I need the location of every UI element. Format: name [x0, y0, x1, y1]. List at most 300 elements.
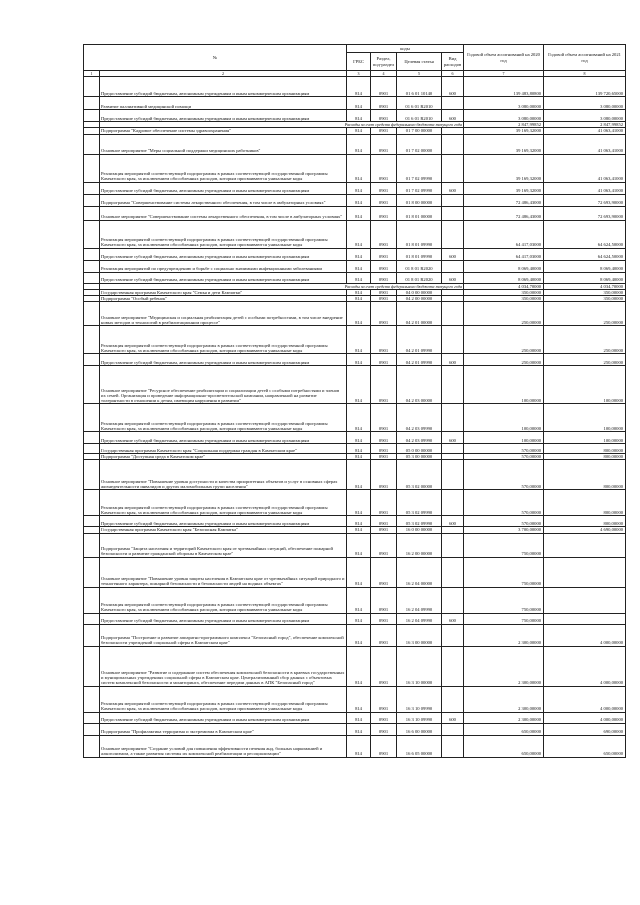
- row-target-cell: 05 3 02 00000: [397, 460, 442, 490]
- row-grbs-cell: 814: [347, 366, 371, 404]
- row-number-cell: [84, 533, 100, 557]
- row-volume-2020-cell: 8 069,40000: [464, 272, 544, 283]
- table-row: [84, 366, 626, 404]
- row-section-cell: 0901: [371, 646, 397, 686]
- row-volume-2020-cell: 570,00000: [464, 444, 544, 454]
- table-row: [84, 354, 626, 366]
- row-volume-2021-cell: 139 720,65000: [544, 77, 626, 97]
- header-volume-2021: Годовой объем ассигнований на 2021 год: [544, 45, 626, 71]
- row-target-cell: 16 6 05 00000: [397, 735, 442, 757]
- row-exp-type-cell: [442, 366, 464, 404]
- row-volume-2021-cell: 8 069,40000: [544, 272, 626, 283]
- row-name-cell: Реализация мероприятий соответствующей подпрограммы в рамках соответствующей государственной программы Камчатского края, за исключением обособленных расходов, которым присваиваются уникальные коды: [100, 490, 347, 516]
- row-section-cell: 0901: [371, 154, 397, 182]
- row-name-cell: Предоставление субсидий бюджетным, автономным учреждениям и иным некоммерческим организациям: [100, 248, 347, 260]
- row-exp-type-cell: [442, 444, 464, 454]
- table-row: [84, 444, 626, 454]
- row-note-cell: Расходы за счет средств федерального бюджета текущего года: [100, 122, 464, 128]
- row-section-cell: 0901: [371, 206, 397, 220]
- row-section-cell: 0901: [371, 444, 397, 454]
- row-exp-type-cell: [442, 404, 464, 432]
- table-row: [84, 686, 626, 712]
- row-volume-2021-cell: 250,00000: [544, 326, 626, 354]
- row-number-cell: [84, 460, 100, 490]
- row-section-cell: 0901: [371, 533, 397, 557]
- row-section-cell: 0901: [371, 110, 397, 122]
- row-grbs-cell: 814: [347, 206, 371, 220]
- row-exp-type-cell: [442, 206, 464, 220]
- row-section-cell: 0901: [371, 260, 397, 272]
- table-row: [84, 516, 626, 527]
- table-body: [84, 77, 626, 757]
- row-section-cell: 0901: [371, 77, 397, 97]
- row-volume-2021-cell: 800,00000: [544, 460, 626, 490]
- row-volume-2020-cell: 2 300,00000: [464, 624, 544, 646]
- row-volume-2020-cell: 64 417,03000: [464, 220, 544, 248]
- row-volume-2020-cell: 250,00000: [464, 326, 544, 354]
- table-row: [84, 97, 626, 110]
- row-number-cell: [84, 712, 100, 723]
- row-grbs-cell: 814: [347, 272, 371, 283]
- row-section-cell: 0901: [371, 194, 397, 206]
- row-volume-2021-cell: 72 693,90000: [544, 206, 626, 220]
- row-volume-2020-cell: 570,00000: [464, 460, 544, 490]
- row-name-cell: Государственная программа Камчатского края "Семья и дети Камчатки": [100, 289, 347, 295]
- row-volume-2020-cell: 39 169,32000: [464, 154, 544, 182]
- row-target-cell: 01 8 00 00000: [397, 194, 442, 206]
- row-name-cell: Предоставление субсидий бюджетным, автономным учреждениям и иным некоммерческим организациям: [100, 182, 347, 194]
- row-target-cell: 01 6 01 R2010: [397, 110, 442, 122]
- row-target-cell: 16 3 10 09990: [397, 712, 442, 723]
- row-exp-type-cell: [442, 646, 464, 686]
- row-section-cell: 0901: [371, 296, 397, 302]
- row-volume-2021-cell: [544, 587, 626, 613]
- row-name-cell: Предоставление субсидий бюджетным, автономным учреждениям и иным некоммерческим организациям: [100, 354, 347, 366]
- row-exp-type-cell: 600: [442, 110, 464, 122]
- row-name-cell: Основное мероприятие "Ресурсное обеспечение реабилитации и социализации детей с особыми потребностями и членов их семей. Организация и проведение информационно-просветительской кампании, направленной на развитие толерантности в отношении к детям, имеющим нарушения в развитии": [100, 366, 347, 404]
- row-exp-type-cell: [442, 735, 464, 757]
- row-number-cell: [84, 206, 100, 220]
- row-grbs-cell: 814: [347, 110, 371, 122]
- table-row: [84, 154, 626, 182]
- row-section-cell: 0901: [371, 686, 397, 712]
- row-name-cell: Реализация мероприятий соответствующей подпрограммы в рамках соответствующей государственной программы Камчатского края, за исключением обособленных расходов, которым присваиваются уникальные коды: [100, 154, 347, 182]
- header-target: Целевая статья: [397, 53, 442, 71]
- row-exp-type-cell: 600: [442, 77, 464, 97]
- row-exp-type-cell: [442, 134, 464, 154]
- row-section-cell: 0901: [371, 326, 397, 354]
- row-volume-2020-cell: 650,00000: [464, 735, 544, 757]
- row-target-cell: 01 7 00 00000: [397, 128, 442, 134]
- row-target-cell: 04 0 00 00000: [397, 289, 442, 295]
- row-number-cell: [84, 97, 100, 110]
- row-section-cell: 0901: [371, 557, 397, 587]
- row-volume-2021-cell: 3 080,00000: [544, 97, 626, 110]
- row-volume-2020-cell: 2 300,00000: [464, 686, 544, 712]
- row-section-cell: 0901: [371, 289, 397, 295]
- row-exp-type-cell: [442, 533, 464, 557]
- row-section-cell: 0901: [371, 613, 397, 624]
- row-exp-type-cell: [442, 587, 464, 613]
- row-number-cell: [84, 326, 100, 354]
- row-volume-2021-cell: 4 000,00000: [544, 712, 626, 723]
- row-volume-2020-cell: 39 169,32000: [464, 134, 544, 154]
- row-name-cell: Реализация мероприятий соответствующей подпрограммы в рамках соответствующей государственной программы Камчатского края, за исключением обособленных расходов, которым присваиваются уникальные коды: [100, 326, 347, 354]
- row-number-cell: [84, 516, 100, 527]
- row-grbs-cell: 814: [347, 460, 371, 490]
- row-volume-2021-cell: 2 847,99852: [544, 122, 626, 128]
- row-target-cell: 01 8 01 00000: [397, 206, 442, 220]
- row-section-cell: 0901: [371, 182, 397, 194]
- row-number-cell: [84, 624, 100, 646]
- table-row: [84, 248, 626, 260]
- row-target-cell: 04 2 01 09990: [397, 326, 442, 354]
- row-volume-2020-cell: 3 080,00000: [464, 97, 544, 110]
- row-target-cell: 05 3 00 00000: [397, 454, 442, 460]
- row-volume-2020-cell: 570,00000: [464, 454, 544, 460]
- row-volume-2021-cell: 4 690,00000: [544, 527, 626, 533]
- row-target-cell: 01 8 01 R2020: [397, 260, 442, 272]
- row-target-cell: 05 0 00 00000: [397, 444, 442, 454]
- table-row: [84, 712, 626, 723]
- row-target-cell: 04 2 01 00000: [397, 302, 442, 326]
- row-volume-2021-cell: [544, 613, 626, 624]
- row-name-cell: Государственная программа Камчатского края "Социальная поддержка граждан в Камчатском крае": [100, 444, 347, 454]
- row-number-cell: [84, 220, 100, 248]
- row-grbs-cell: 814: [347, 354, 371, 366]
- row-target-cell: 04 2 01 09990: [397, 354, 442, 366]
- table-row: [84, 77, 626, 97]
- row-name-cell: Предоставление субсидий бюджетным, автономным учреждениям и иным некоммерческим организациям: [100, 77, 347, 97]
- row-target-cell: 16 2 04 09990: [397, 613, 442, 624]
- row-grbs-cell: 814: [347, 97, 371, 110]
- row-target-cell: 05 3 02 09990: [397, 516, 442, 527]
- row-grbs-cell: 814: [347, 248, 371, 260]
- table-row: [84, 134, 626, 154]
- row-number-cell: [84, 77, 100, 97]
- table-row: [84, 404, 626, 432]
- row-exp-type-cell: 600: [442, 432, 464, 444]
- row-volume-2020-cell: 650,00000: [464, 723, 544, 735]
- row-volume-2021-cell: 350,00000: [544, 296, 626, 302]
- row-grbs-cell: 814: [347, 533, 371, 557]
- row-name-cell: Предоставление субсидий бюджетным, автономным учреждениям и иным некоммерческим организациям: [100, 516, 347, 527]
- row-target-cell: 16 6 00 00000: [397, 723, 442, 735]
- row-volume-2020-cell: 2 847,99852: [464, 122, 544, 128]
- row-target-cell: 01 7 02 09990: [397, 154, 442, 182]
- row-target-cell: 01 6 01 10140: [397, 77, 442, 97]
- row-number-cell: [84, 366, 100, 404]
- row-name-cell: Подпрограмма "Особый ребенок": [100, 296, 347, 302]
- row-volume-2020-cell: 64 417,03000: [464, 248, 544, 260]
- row-grbs-cell: 814: [347, 613, 371, 624]
- row-exp-type-cell: [442, 557, 464, 587]
- row-grbs-cell: 814: [347, 735, 371, 757]
- row-name-cell: Подпрограмма "Совершенствование системы лекарственного обеспечения, в том числе в амбулаторных условиях": [100, 194, 347, 206]
- column-index-cell: 8: [544, 71, 626, 77]
- row-exp-type-cell: [442, 686, 464, 712]
- row-volume-2020-cell: 100,00000: [464, 432, 544, 444]
- row-section-cell: 0901: [371, 354, 397, 366]
- table-row: [84, 432, 626, 444]
- row-volume-2020-cell: 250,00000: [464, 302, 544, 326]
- row-exp-type-cell: [442, 326, 464, 354]
- row-name-cell: Подпрограмма "Построение и развитие аппаратно-программного комплекса "Безопасный город", обеспечение комплексной безопасности учреждений социальной сферы в Камчатском крае": [100, 624, 347, 646]
- row-section-cell: 0901: [371, 248, 397, 260]
- row-volume-2021-cell: 41 063,41000: [544, 134, 626, 154]
- table-row: [84, 490, 626, 516]
- row-volume-2021-cell: 100,00000: [544, 366, 626, 404]
- row-number-cell: [84, 260, 100, 272]
- row-section-cell: 0901: [371, 432, 397, 444]
- row-volume-2020-cell: 2 300,00000: [464, 646, 544, 686]
- row-section-cell: 0901: [371, 366, 397, 404]
- row-grbs-cell: 814: [347, 302, 371, 326]
- row-number-cell: [84, 490, 100, 516]
- row-name-cell: Реализация мероприятий по предупреждению и борьбе с социально значимыми инфекционными заболеваниями: [100, 260, 347, 272]
- row-grbs-cell: 814: [347, 686, 371, 712]
- row-volume-2021-cell: 800,00000: [544, 454, 626, 460]
- row-volume-2021-cell: 100,00000: [544, 432, 626, 444]
- row-volume-2021-cell: 100,00000: [544, 404, 626, 432]
- row-target-cell: 16 3 00 00000: [397, 624, 442, 646]
- row-target-cell: 01 7 02 00000: [397, 134, 442, 154]
- row-name-cell: Основное мероприятие "Совершенствование системы лекарственного обеспечения, в том числе в амбулаторных условиях": [100, 206, 347, 220]
- table-row: [84, 260, 626, 272]
- row-target-cell: 16 2 00 00000: [397, 533, 442, 557]
- row-name-cell: Предоставление субсидий бюджетным, автономным учреждениям и иным некоммерческим организациям: [100, 110, 347, 122]
- row-grbs-cell: 814: [347, 454, 371, 460]
- row-section-cell: 0901: [371, 220, 397, 248]
- row-volume-2021-cell: 250,00000: [544, 354, 626, 366]
- row-volume-2021-cell: [544, 557, 626, 587]
- row-grbs-cell: 814: [347, 296, 371, 302]
- table-row: [84, 302, 626, 326]
- table-row: [84, 220, 626, 248]
- row-exp-type-cell: [442, 154, 464, 182]
- row-volume-2021-cell: 800,00000: [544, 490, 626, 516]
- table-row: [84, 723, 626, 735]
- row-volume-2021-cell: 64 624,50000: [544, 220, 626, 248]
- row-volume-2020-cell: 8 069,40000: [464, 260, 544, 272]
- row-grbs-cell: 814: [347, 712, 371, 723]
- row-number-cell: [84, 182, 100, 194]
- row-volume-2021-cell: 650,00000: [544, 735, 626, 757]
- row-volume-2020-cell: 350,00000: [464, 296, 544, 302]
- row-section-cell: 0901: [371, 404, 397, 432]
- row-volume-2020-cell: 750,00000: [464, 533, 544, 557]
- row-volume-2020-cell: 72 486,43000: [464, 194, 544, 206]
- table-row: [84, 326, 626, 354]
- row-volume-2020-cell: 570,00000: [464, 516, 544, 527]
- row-target-cell: 01 8 01 09990: [397, 220, 442, 248]
- row-volume-2021-cell: 4 034,70000: [544, 283, 626, 289]
- row-exp-type-cell: [442, 97, 464, 110]
- row-name-cell: Основное мероприятие "Создание условий для повышения эффективности печения анд, больных наркоманией и алкоголизмом, а также развития системы их комплексной реабилитации и ресоциализации": [100, 735, 347, 757]
- row-number-cell: [84, 110, 100, 122]
- row-volume-2021-cell: 4 000,00000: [544, 686, 626, 712]
- row-grbs-cell: 814: [347, 77, 371, 97]
- row-volume-2021-cell: 3 080,00000: [544, 110, 626, 122]
- row-exp-type-cell: 600: [442, 516, 464, 527]
- row-exp-type-cell: [442, 220, 464, 248]
- column-index-cell: 3: [347, 71, 371, 77]
- row-name-cell: Подпрограмма "Доступная среда в Камчатском крае": [100, 454, 347, 460]
- row-volume-2021-cell: 64 624,50000: [544, 248, 626, 260]
- row-volume-2020-cell: 2 300,00000: [464, 712, 544, 723]
- row-volume-2020-cell: 750,00000: [464, 557, 544, 587]
- row-exp-type-cell: [442, 490, 464, 516]
- row-volume-2020-cell: 3 700,00000: [464, 527, 544, 533]
- row-exp-type-cell: 600: [442, 613, 464, 624]
- row-section-cell: 0901: [371, 527, 397, 533]
- row-volume-2021-cell: 41 063,41000: [544, 128, 626, 134]
- row-grbs-cell: 814: [347, 723, 371, 735]
- row-name-cell: Основное мероприятие "Меры социальной поддержки медицинских работников": [100, 134, 347, 154]
- row-name-cell: Подпрограмма "Профилактика терроризма и экстремизма в Камчатском крае": [100, 723, 347, 735]
- row-volume-2021-cell: [544, 533, 626, 557]
- column-index-cell: 2: [100, 71, 347, 77]
- row-section-cell: 0901: [371, 460, 397, 490]
- row-volume-2020-cell: 750,00000: [464, 613, 544, 624]
- row-name-cell: Реализация мероприятий соответствующей подпрограммы в рамках соответствующей государственной программы Камчатского края, за исключением обособленных расходов, которым присваиваются уникальные коды: [100, 686, 347, 712]
- row-volume-2021-cell: 250,00000: [544, 302, 626, 326]
- table-row: [84, 272, 626, 283]
- row-number-cell: [84, 154, 100, 182]
- row-section-cell: 0901: [371, 490, 397, 516]
- row-exp-type-cell: [442, 194, 464, 206]
- row-name-cell: Предоставление субсидий бюджетным, автономным учреждениям и иным некоммерческим организациям: [100, 712, 347, 723]
- row-name-cell: Предоставление субсидий бюджетным, автономным учреждениям и иным некоммерческим организациям: [100, 272, 347, 283]
- row-volume-2020-cell: 750,00000: [464, 587, 544, 613]
- header-grbs: ГРБС: [347, 53, 371, 71]
- row-grbs-cell: 814: [347, 490, 371, 516]
- row-section-cell: 0901: [371, 134, 397, 154]
- row-grbs-cell: 814: [347, 194, 371, 206]
- row-grbs-cell: 814: [347, 154, 371, 182]
- row-volume-2021-cell: 72 693,90000: [544, 194, 626, 206]
- table-row: [84, 646, 626, 686]
- row-name-cell: Развитие паллиативной медицинской помощи: [100, 97, 347, 110]
- column-index-cell: 5: [397, 71, 442, 77]
- row-exp-type-cell: 600: [442, 182, 464, 194]
- row-number-cell: [84, 557, 100, 587]
- row-volume-2021-cell: 800,00000: [544, 516, 626, 527]
- row-section-cell: 0901: [371, 302, 397, 326]
- row-target-cell: 16 2 04 00000: [397, 557, 442, 587]
- row-name-cell: Подпрограмма "Кадровое обеспечение системы здравоохранения": [100, 128, 347, 134]
- row-exp-type-cell: [442, 723, 464, 735]
- row-volume-2021-cell: 41 063,41000: [544, 182, 626, 194]
- row-target-cell: 05 3 02 09990: [397, 490, 442, 516]
- header-number: №: [84, 45, 347, 71]
- table-row: [84, 110, 626, 122]
- row-grbs-cell: 814: [347, 404, 371, 432]
- row-exp-type-cell: 600: [442, 272, 464, 283]
- row-volume-2020-cell: 100,00000: [464, 366, 544, 404]
- row-target-cell: 16 3 10 09990: [397, 686, 442, 712]
- row-name-cell: Реализация мероприятий соответствующей подпрограммы в рамках соответствующей государственной программы Камчатского края, за исключением обособленных расходов, которым присваиваются уникальные коды: [100, 404, 347, 432]
- row-volume-2021-cell: 41 063,41000: [544, 154, 626, 182]
- row-number-cell: [84, 587, 100, 613]
- row-volume-2021-cell: 690,00000: [544, 723, 626, 735]
- row-volume-2021-cell: 4 000,00000: [544, 624, 626, 646]
- row-exp-type-cell: [442, 624, 464, 646]
- row-note-cell: Расходы за счет средств федерального бюджета текущего года: [100, 283, 464, 289]
- row-number-cell: [84, 302, 100, 326]
- row-number-cell: [84, 272, 100, 283]
- row-exp-type-cell: 600: [442, 712, 464, 723]
- table-row: [84, 613, 626, 624]
- row-grbs-cell: 814: [347, 587, 371, 613]
- row-number-cell: [84, 194, 100, 206]
- row-volume-2021-cell: 350,00000: [544, 289, 626, 295]
- row-volume-2020-cell: 4 034,70000: [464, 283, 544, 289]
- row-exp-type-cell: [442, 460, 464, 490]
- row-grbs-cell: 814: [347, 134, 371, 154]
- row-section-cell: 0901: [371, 624, 397, 646]
- column-index-cell: 4: [371, 71, 397, 77]
- row-grbs-cell: 814: [347, 516, 371, 527]
- row-section-cell: 0901: [371, 723, 397, 735]
- row-number-cell: [84, 613, 100, 624]
- row-exp-type-cell: 600: [442, 248, 464, 260]
- table-row: [84, 587, 626, 613]
- table-row: [84, 206, 626, 220]
- header-codes: коды: [347, 45, 464, 53]
- row-number-cell: [84, 354, 100, 366]
- row-grbs-cell: 814: [347, 624, 371, 646]
- header-section: Раздел, под-раздел: [371, 53, 397, 71]
- table-row: [84, 557, 626, 587]
- column-index-cell: 7: [464, 71, 544, 77]
- table-row: [84, 182, 626, 194]
- row-target-cell: 01 6 01 R2010: [397, 97, 442, 110]
- row-name-cell: Основное мероприятие "Развитие и содержание систем обеспечения комплексной безопасности в краевых государственных и муниципальных учреждениях социальной сферы в Камчатском крае. Централизованный сбор данных с объектовых систем комплексной безопасности и мониторинга, обеспечение передачи данных в АПК "Безопасный город": [100, 646, 347, 686]
- row-grbs-cell: 814: [347, 557, 371, 587]
- row-name-cell: Предоставление субсидий бюджетным, автономным учреждениям и иным некоммерческим организациям: [100, 613, 347, 624]
- row-volume-2020-cell: 39 169,32000: [464, 128, 544, 134]
- row-section-cell: 0901: [371, 735, 397, 757]
- row-target-cell: 04 2 03 09990: [397, 432, 442, 444]
- header-exp-type: Вид расходов: [442, 53, 464, 71]
- row-target-cell: 04 2 03 09990: [397, 404, 442, 432]
- row-target-cell: 04 2 03 00000: [397, 366, 442, 404]
- row-volume-2021-cell: 4 000,00000: [544, 646, 626, 686]
- row-name-cell: Реализация мероприятий соответствующей подпрограммы в рамках соответствующей государственной программы Камчатского края, за исключением обособленных расходов, которым присваиваются уникальные коды: [100, 220, 347, 248]
- row-grbs-cell: 814: [347, 220, 371, 248]
- row-section-cell: 0901: [371, 454, 397, 460]
- row-grbs-cell: 814: [347, 289, 371, 295]
- row-volume-2020-cell: 100,00000: [464, 404, 544, 432]
- row-section-cell: 0901: [371, 712, 397, 723]
- table-row: [84, 533, 626, 557]
- row-grbs-cell: 814: [347, 182, 371, 194]
- row-name-cell: Предоставление субсидий бюджетным, автономным учреждениям и иным некоммерческим организациям: [100, 432, 347, 444]
- column-index-cell: 1: [84, 71, 100, 77]
- row-grbs-cell: 814: [347, 326, 371, 354]
- row-number-cell: [84, 248, 100, 260]
- row-target-cell: 16 2 04 09990: [397, 587, 442, 613]
- row-grbs-cell: 814: [347, 646, 371, 686]
- row-volume-2020-cell: 570,00000: [464, 490, 544, 516]
- budget-table-sheet: [83, 44, 625, 758]
- column-index-cell: 6: [442, 71, 464, 77]
- row-number-cell: [84, 444, 100, 454]
- row-number-cell: [84, 432, 100, 444]
- row-target-cell: 16 3 10 00000: [397, 646, 442, 686]
- row-section-cell: 0901: [371, 97, 397, 110]
